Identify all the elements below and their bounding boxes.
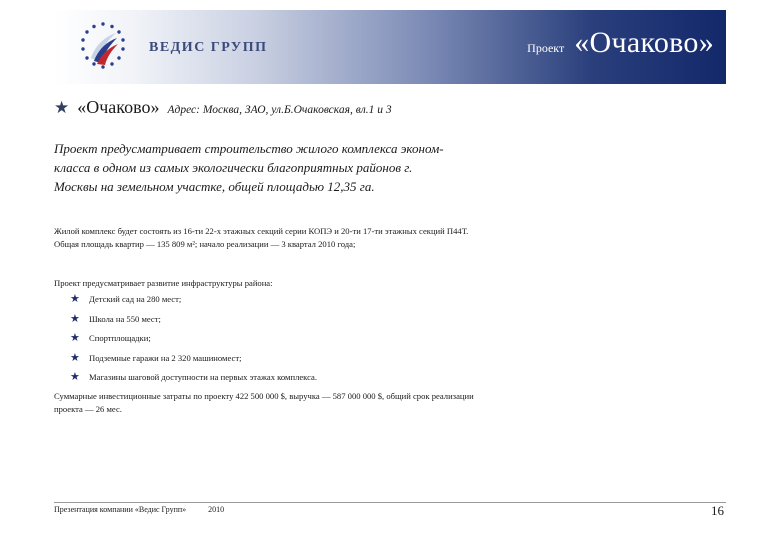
footer-year: 2010 [208,505,225,514]
bullet-star-icon: ★ [70,332,80,344]
project-subtitle [54,97,392,118]
list-item [70,352,317,372]
lead-paragraph: Проект предусматривает строительство жилого комплекса эконом-класса в одном из самых экологически благоприятных районов г. Москвы на земельном участке, общей площадью 12,35 га. [54,141,444,194]
infrastructure-intro: Проект предусматривает развитие инфраструктуры района: [54,278,273,288]
list-item [70,371,317,391]
bullet-star-icon: ★ [70,293,80,305]
project-title [527,26,714,60]
list-item [70,293,317,313]
footer [54,505,224,514]
brand-name: ВЕДИС ГРУПП [149,40,268,55]
list-item-text: Подземные гаражи на 2 320 машиномест; [89,352,242,363]
page-number: 16 [711,503,724,518]
investment-summary: Суммарные инвестиционные затраты по проекту 422 500 000 $, выручка — 587 000 000 $, общий срок реализации проекта — 26 мес. [54,391,474,414]
list-item [70,332,317,352]
list-item-text: Магазины шаговой доступности на первых этажах комплекса. [89,372,318,382]
company-logo [74,18,132,76]
list-item-text: Школа на 550 мест; [89,313,161,324]
project-name: «Очаково» [574,26,714,59]
footer-company: Презентация компании «Ведис Групп» [54,505,187,514]
project-label: Проект [527,41,565,55]
bullet-star-icon: ★ [70,312,80,325]
bullet-star-icon: ★ [70,351,80,364]
list-item-text: Спортплощадки; [89,333,151,343]
project-address: Адрес: Москва, ЗАО, ул.Б.Очаковская, вл.1 и 3 [167,104,392,116]
bullet-star-icon: ★ [70,371,80,383]
footer-divider [54,502,726,503]
list-item [70,313,317,333]
complex-description: Жилой комплекс будет состоять из 16-ти 22-х этажных секций серии КОПЭ и 20-ти 17-ти этажных секций П44Т. Общая площадь квартир — 135 809 м²; начало реализации — 3 квартал 2010 года; [54,226,469,249]
subtitle-name: «Очаково» [77,97,160,117]
header-banner [54,10,726,84]
star-icon: ★ [54,98,70,117]
list-item-text: Детский сад на 280 мест; [89,294,182,304]
infrastructure-list [70,293,317,391]
